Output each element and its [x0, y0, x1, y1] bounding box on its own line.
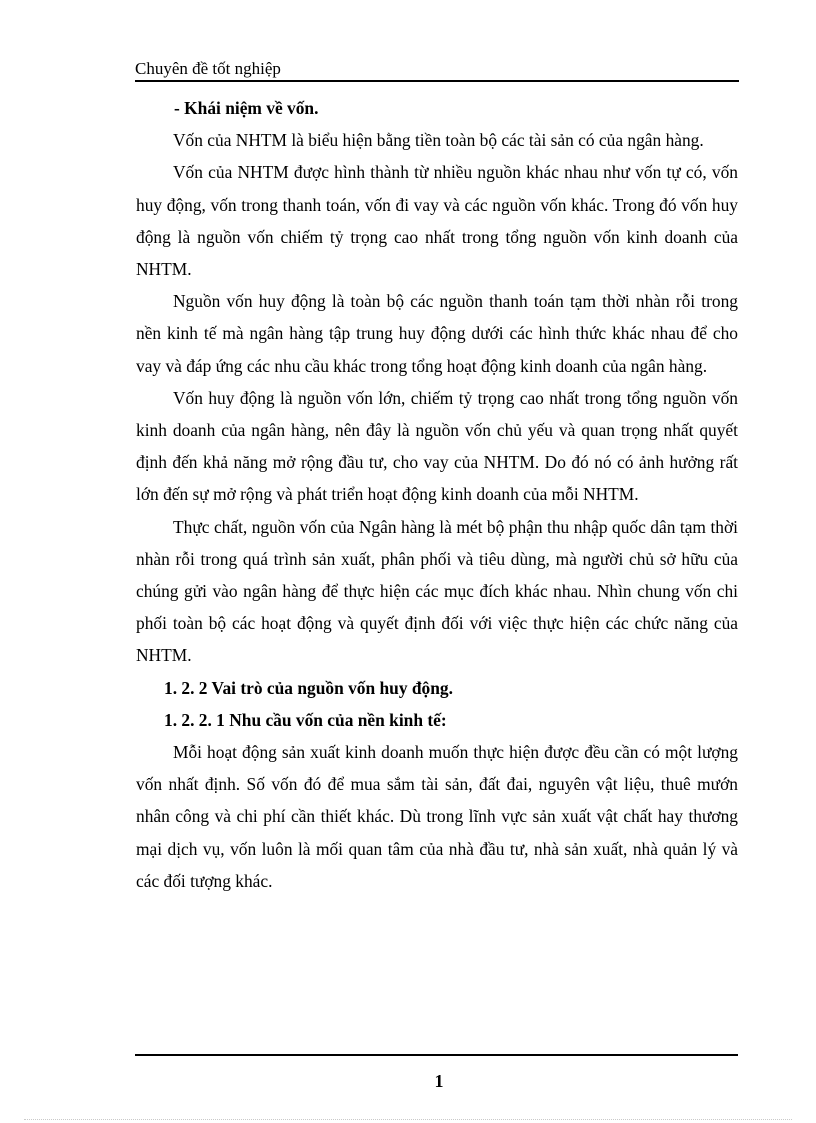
subsection-heading: 1. 2. 2. 1 Nhu cầu vốn của nền kinh tế:	[164, 709, 447, 730]
concept-heading: - Khái niệm về vốn.	[174, 98, 319, 118]
page-header	[135, 56, 739, 82]
paragraph-capital-nature: Thực chất, nguồn vốn của Ngân hàng là mét bộ phận thu nhập quốc dân tạm thời nhàn rỗi trong quá trình sản xuất, phân phối và tiêu dùng, mà người chủ sở hữu của chúng gửi vào ngân hàng để thực hiện các mục đích khác nhau. Nhìn chung vốn chi phối toàn bộ các hoạt động và quyết định đối với việc thực hiện các chức năng của NHTM.	[136, 516, 738, 666]
paragraph-capital-needs: Mỗi hoạt động sản xuất kinh doanh muốn thực hiện được đều cần có một lượng vốn nhất định. Số vốn đó để mua sắm tài sản, đất đai, nguyên vật liệu, thuê mướn nhân công và chi phí cần thiết khác. Dù trong lĩnh vực sản xuất vật chất hay thương mại dịch vụ, vốn luôn là mối quan tâm của nhà đầu tư, nhà sản xuất, nhà quản lý và các đối tượng khác.	[136, 742, 738, 891]
section-heading: 1. 2. 2 Vai trò của nguồn vốn huy động.	[164, 677, 453, 698]
header-title: Chuyên đề tốt nghiệp	[135, 59, 281, 78]
page-bottom-edge	[24, 1119, 792, 1120]
paragraph-mobilized-capital: Nguồn vốn huy động là toàn bộ các nguồn thanh toán tạm thời nhàn rỗi trong nền kinh tế mà ngân hàng tập trung huy động dưới các hình thức khác nhau để cho vay và đáp ứng các nhu cầu khác trong tổng hoạt động kinh doanh của ngân hàng.	[136, 291, 738, 376]
page-number: 1	[434, 1071, 444, 1091]
footer-divider	[135, 1054, 738, 1056]
paragraph-capital-sources: Vốn của NHTM được hình thành từ nhiều nguồn khác nhau như vốn tự có, vốn huy động, vốn trong thanh toán, vốn đi vay và các nguồn vốn khác. Trong đó vốn huy động là nguồn vốn chiếm tỷ trọng cao nhất trong tổng nguồn vốn kinh doanh của NHTM.	[136, 162, 738, 280]
paragraph-mobilized-importance: Vốn huy động là nguồn vốn lớn, chiếm tỷ trọng cao nhất trong tổng nguồn vốn kinh doanh của ngân hàng, nên đây là nguồn vốn chủ yếu và quan trọng nhất quyết định đến khả năng mở rộng đầu tư, cho vay của NHTM. Do đó nó có ảnh hưởng rất lớn đến sự mở rộng và phát triển hoạt động kinh doanh của mỗi NHTM.	[136, 387, 738, 505]
paragraph-capital-definition: Vốn của NHTM là biểu hiện bằng tiền toàn bộ các tài sản có của ngân hàng.	[173, 130, 704, 151]
document-body	[136, 92, 738, 897]
